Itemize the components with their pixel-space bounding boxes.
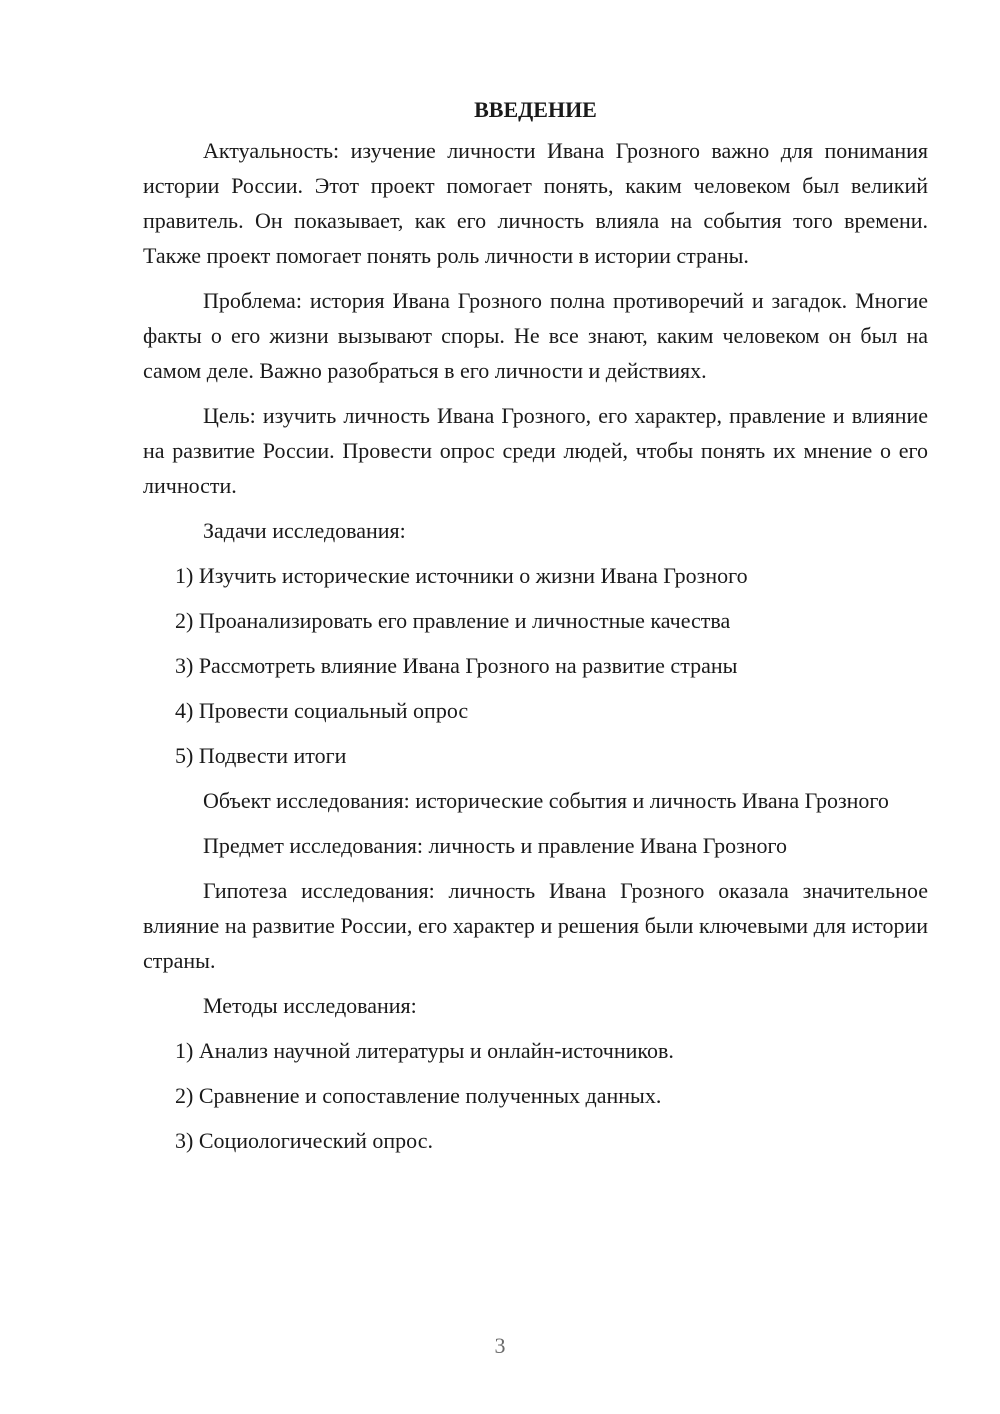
list-item: 3) Социологический опрос.	[175, 1128, 433, 1153]
list-item: 4) Провести социальный опрос	[175, 698, 469, 723]
section-heading: ВВЕДЕНИЕ	[474, 97, 597, 122]
document-page	[143, 92, 928, 1168]
list-item: 1) Изучить исторические источники о жизни Ивана Грозного	[175, 563, 748, 588]
methods-heading: Методы исследования:	[203, 993, 417, 1018]
paragraph-subject: Предмет исследования: личность и правление Ивана Грозного	[203, 833, 788, 858]
list-item: 2) Сравнение и сопоставление полученных данных.	[175, 1083, 662, 1108]
paragraph-goal: Цель: изучить личность Ивана Грозного, его характер, правление и влияние на развитие России. Провести опрос среди людей, чтобы понять их мнение о его личности.	[143, 403, 928, 498]
page-number: 3	[494, 1333, 506, 1358]
list-item: 2) Проанализировать его правление и личностные качества	[175, 608, 731, 633]
paragraph-object: Объект исследования: исторические события и личность Ивана Грозного	[203, 788, 889, 813]
tasks-heading: Задачи исследования:	[203, 518, 406, 543]
list-item: 3) Рассмотреть влияние Ивана Грозного на развитие страны	[175, 653, 738, 678]
paragraph-hypothesis: Гипотеза исследования: личность Ивана Грозного оказала значительное влияние на развитие России, его характер и решения были ключевыми для истории страны.	[143, 878, 928, 973]
list-item: 5) Подвести итоги	[175, 743, 347, 768]
paragraph-relevance: Актуальность: изучение личности Ивана Грозного важно для понимания истории России. Этот проект помогает понять, каким человеком был великий правитель. Он показывает, как его личность влияла на события того времени. Также проект помогает понять роль личности в истории страны.	[143, 138, 928, 268]
paragraph-problem: Проблема: история Ивана Грозного полна противоречий и загадок. Многие факты о его жизни вызывают споры. Не все знают, каким человеком он был на самом деле. Важно разобраться в его личности и действиях.	[143, 288, 928, 383]
methods-list	[143, 1033, 928, 1158]
list-item: 1) Анализ научной литературы и онлайн-источников.	[175, 1038, 674, 1063]
tasks-list	[143, 558, 928, 773]
